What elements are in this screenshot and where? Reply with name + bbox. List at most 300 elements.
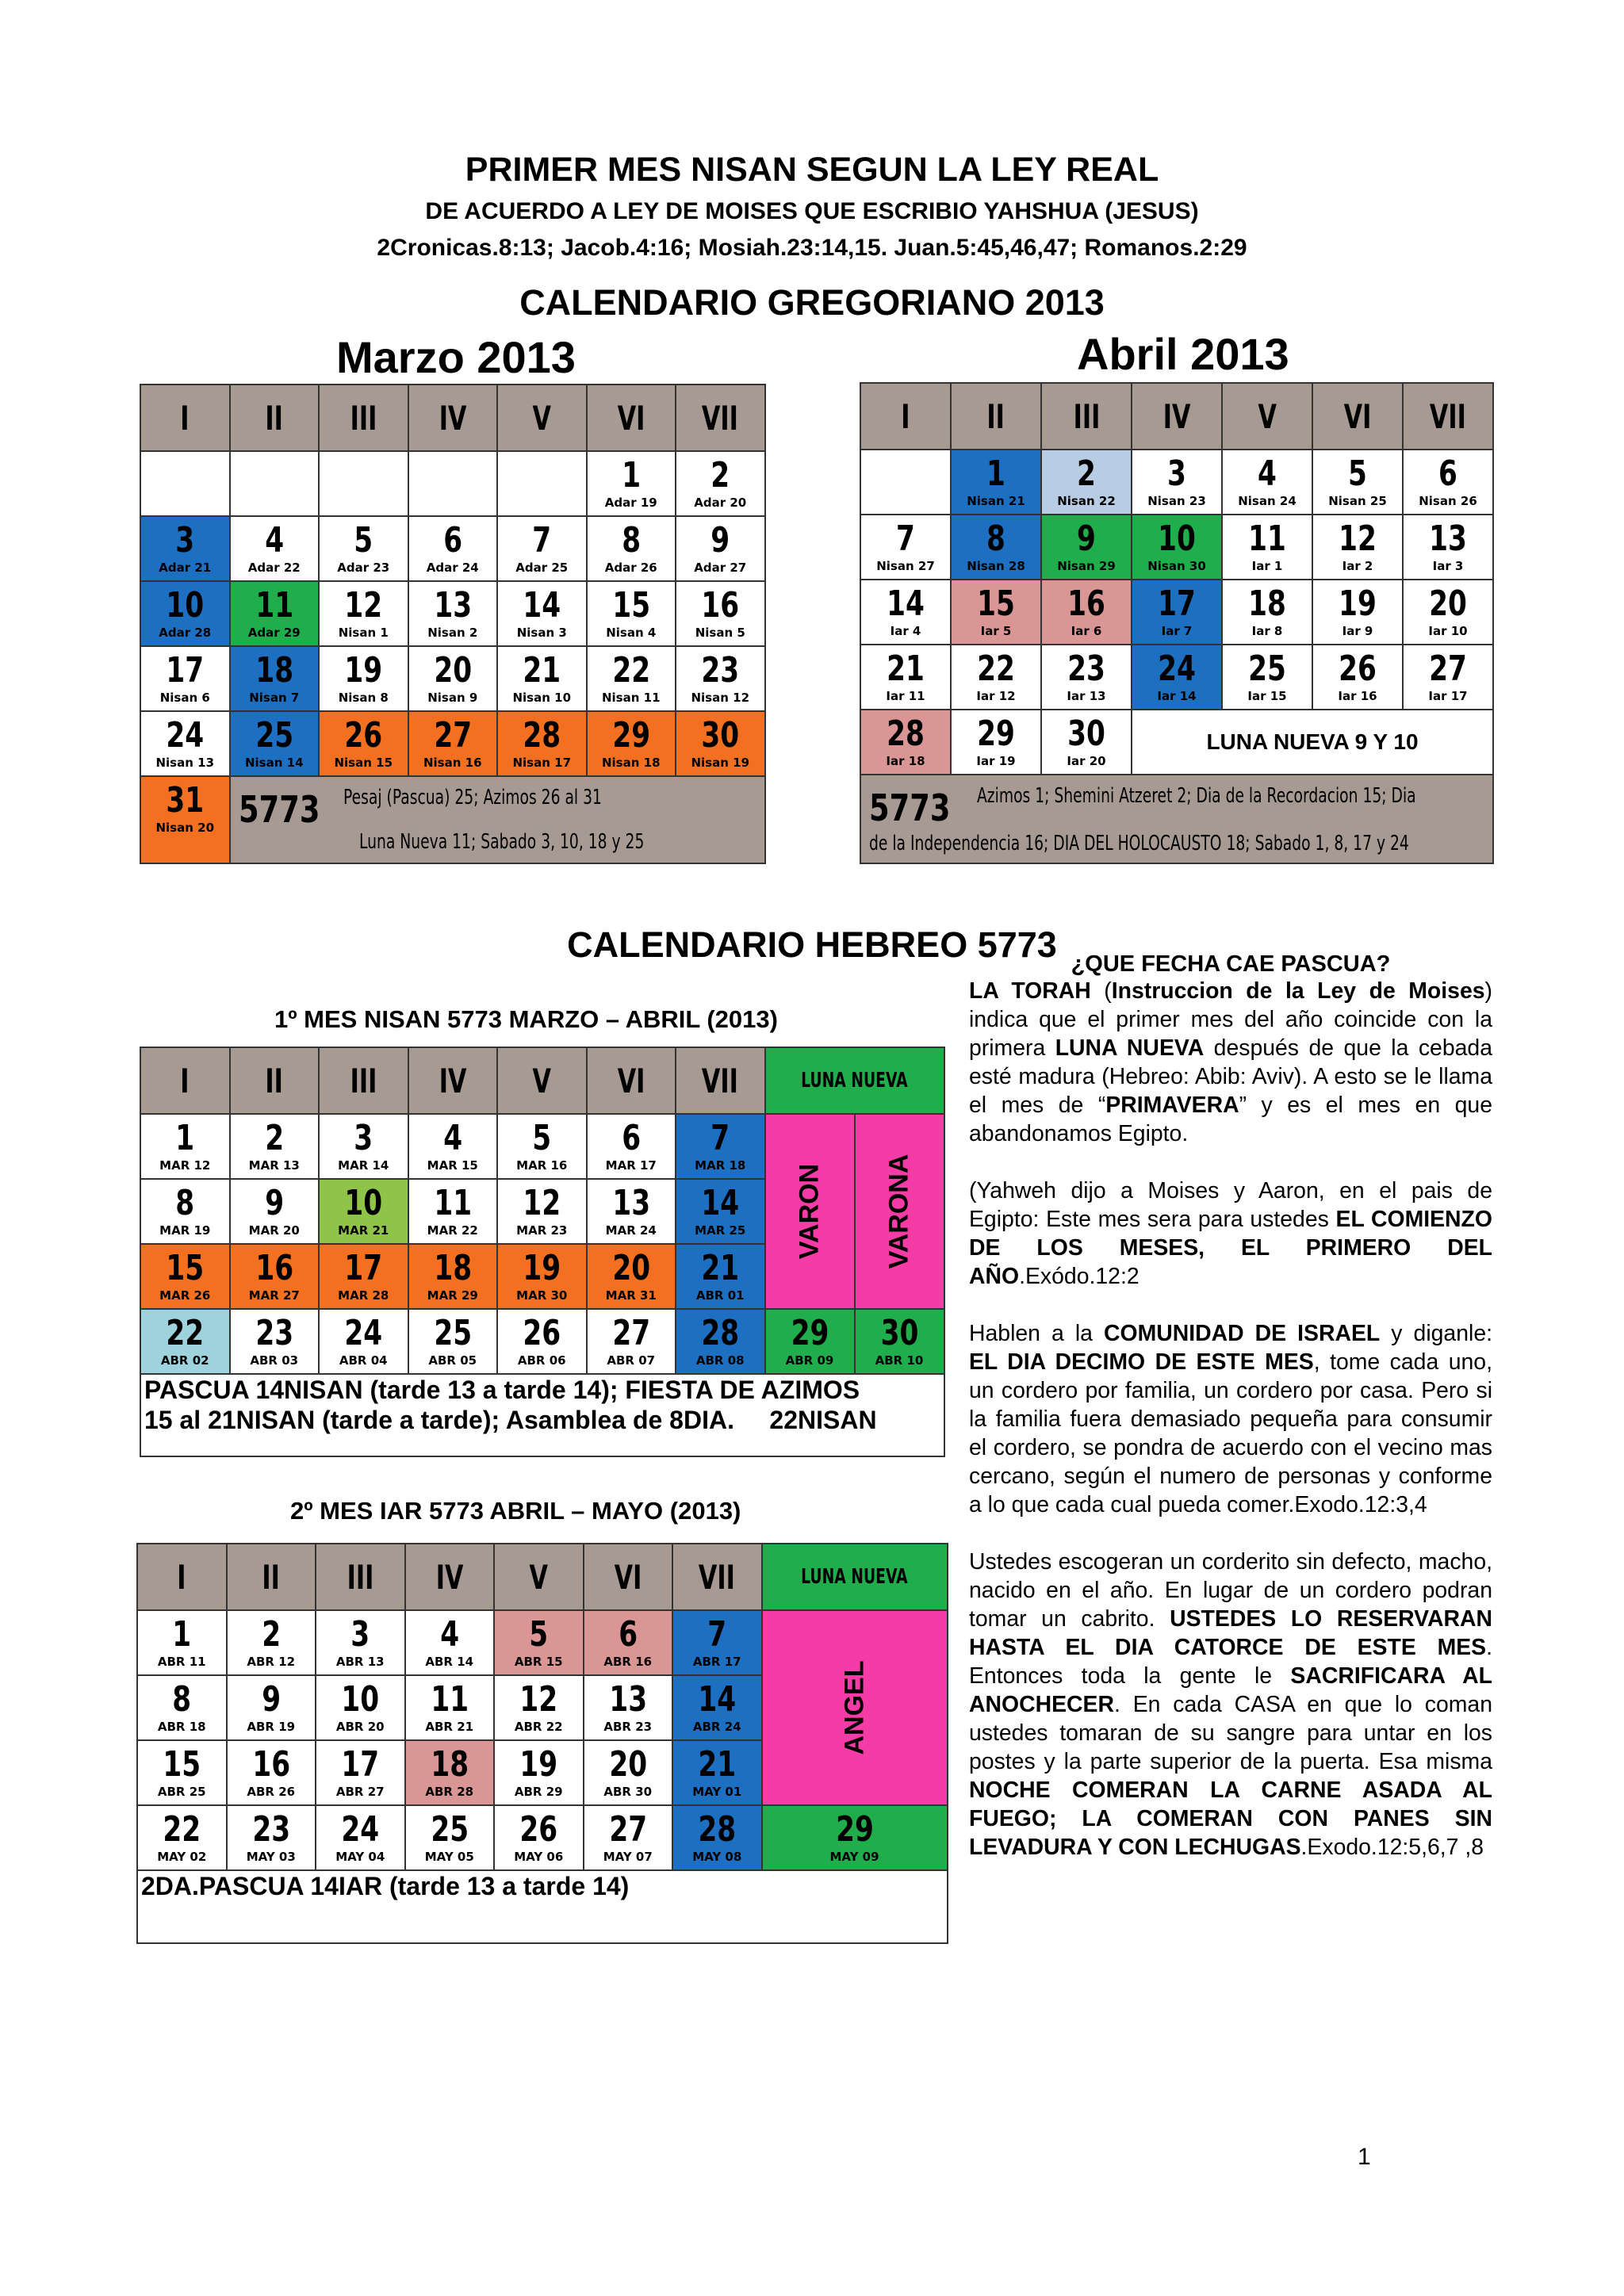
day-number: 9	[261, 1679, 281, 1720]
day-number: 26	[519, 1809, 558, 1850]
day-number: 4	[264, 520, 284, 561]
weekday-header-row	[140, 1047, 944, 1114]
day-cell	[316, 1610, 405, 1675]
week-row	[140, 1309, 944, 1374]
day-number: 6	[442, 520, 462, 561]
text-run: LUNA NUEVA	[1055, 1035, 1205, 1061]
day-number: 15	[611, 585, 650, 626]
day-subdate: Nisan 19	[691, 756, 750, 770]
day-cell	[137, 1675, 227, 1740]
day-number: 21	[523, 650, 561, 691]
march-note-2	[359, 829, 755, 854]
day-subdate: MAR 31	[605, 1288, 657, 1303]
day-number: 5	[354, 520, 373, 561]
weekday-header	[140, 1047, 230, 1114]
day-subdate: Iar 4	[890, 624, 921, 638]
text-run: EL COMIENZO DE LOS MESES, EL PRIMERO DEL AÑO	[969, 1207, 1492, 1289]
day-number: 28	[698, 1809, 737, 1850]
luna-nueva-header	[762, 1544, 948, 1610]
text-run: ” y es el mes en que abandonamos Egipto.	[969, 1093, 1492, 1146]
weekday-header	[319, 1047, 408, 1114]
day-subdate: Nisan 3	[516, 626, 567, 640]
day-subdate: MAY 07	[603, 1850, 653, 1864]
text-run: (	[1104, 978, 1112, 1004]
march-notes	[230, 776, 765, 863]
day-cell	[230, 1309, 320, 1374]
weekday-label: II	[262, 1557, 280, 1597]
varon-label: VARON	[794, 1163, 825, 1260]
day-subdate: Nisan 26	[1419, 494, 1477, 508]
day-number: 2	[1077, 453, 1096, 494]
gregorian-calendar-title: CALENDARIO GREGORIANO 2013	[519, 282, 1105, 323]
day-number: 9	[1077, 519, 1096, 559]
day-number: 5	[532, 1118, 552, 1158]
day-number: 28	[523, 715, 561, 756]
weekday-header	[494, 1544, 584, 1610]
april-note-2-text: de la Independencia 16; DIA DEL HOLOCAUSTO 18; Sabado 1, 8, 17 y 24	[869, 832, 1409, 855]
day-subdate: ABR 06	[517, 1353, 566, 1368]
day-number: 19	[519, 1744, 558, 1785]
weekday-header	[1312, 383, 1403, 450]
day-number: 10	[341, 1679, 380, 1720]
day-number: 15	[977, 584, 1015, 624]
day-number: 5	[1348, 453, 1367, 494]
weekday-label: VII	[702, 1061, 739, 1100]
nisan-note-2: 15 al 21NISAN (tarde a tarde); Asamblea de 8DIA. 22NISAN	[144, 1406, 877, 1434]
weekday-header	[227, 1544, 316, 1610]
day-subdate: MAY 09	[829, 1850, 879, 1864]
day-number: 19	[344, 650, 383, 691]
day-subdate: Nisan 1	[338, 626, 389, 640]
day-cell	[497, 516, 587, 581]
day-number: 14	[887, 584, 925, 624]
weekday-header	[1403, 383, 1493, 450]
april-note-2	[869, 831, 1493, 855]
day-number: 17	[1158, 584, 1196, 624]
day-cell	[140, 1179, 230, 1244]
day-number: 28	[887, 714, 925, 754]
day-number: 25	[430, 1809, 469, 1850]
weekday-label: II	[265, 398, 283, 438]
day-subdate: ABR 01	[695, 1288, 745, 1303]
day-number: 4	[442, 1118, 462, 1158]
weekday-header	[137, 1544, 227, 1610]
day-subdate: Iar 3	[1432, 559, 1464, 573]
day-number: 7	[710, 1118, 730, 1158]
weekday-label: IV	[439, 398, 467, 438]
day-number: 6	[618, 1614, 638, 1655]
day-subdate: Iar 9	[1342, 624, 1373, 638]
day-cell	[676, 581, 765, 646]
day-subdate: Adar 23	[337, 561, 390, 575]
day-number: 28	[701, 1313, 740, 1353]
day-cell	[494, 1740, 584, 1805]
right-paragraph-1	[969, 977, 1492, 1148]
day-number: 23	[701, 650, 740, 691]
april-luna-nueva-text: LUNA NUEVA 9 Y 10	[1206, 729, 1419, 754]
day-subdate: Nisan 16	[423, 756, 482, 770]
day-cell	[140, 711, 230, 776]
day-cell	[140, 1114, 230, 1179]
day-cell	[230, 646, 320, 711]
iar-title: 2º MES IAR 5773 ABRIL – MAYO (2013)	[290, 1497, 741, 1525]
day-subdate: Nisan 9	[427, 691, 478, 705]
day-cell	[951, 450, 1041, 515]
weekday-header-row	[137, 1544, 948, 1610]
day-cell	[676, 451, 765, 516]
day-cell	[405, 1740, 495, 1805]
day-subdate: ABR 26	[247, 1785, 296, 1799]
day-subdate: Nisan 25	[1328, 494, 1387, 508]
right-text-column	[969, 977, 1492, 1862]
day-number: 7	[707, 1614, 727, 1655]
day-number: 24	[344, 1313, 383, 1353]
day-subdate: Nisan 22	[1057, 494, 1116, 508]
day-cell	[319, 516, 408, 581]
iar-note-1: 2DA.PASCUA 14IAR (tarde 13 a tarde 14)	[141, 1872, 630, 1900]
nisan-calendar	[140, 1047, 945, 1457]
day-subdate: Adar 25	[515, 561, 569, 575]
day-subdate: ABR 02	[160, 1353, 209, 1368]
day-cell	[405, 1610, 495, 1675]
day-cell	[497, 1179, 587, 1244]
day-subdate: MAR 23	[516, 1223, 568, 1238]
weekday-label: I	[901, 396, 910, 436]
day-subdate: Nisan 17	[512, 756, 572, 770]
varona-label: VARONA	[883, 1154, 914, 1269]
day-subdate: MAY 01	[692, 1785, 742, 1799]
week-row	[137, 1610, 948, 1675]
text-run: después de que la cebada esté madura (Hebreo: Abib: Aviv). A esto se le llama el mes de “	[969, 1035, 1492, 1118]
day-cell	[408, 1179, 498, 1244]
text-run: .Exodo.12:5,6,7 ,8	[1300, 1835, 1484, 1860]
day-subdate: MAY 06	[514, 1850, 564, 1864]
day-number: 1	[621, 455, 641, 496]
day-cell	[672, 1675, 762, 1740]
day-cell	[1041, 450, 1132, 515]
day-number: 1	[986, 453, 1005, 494]
day-cell	[140, 1244, 230, 1309]
week-row	[860, 645, 1493, 710]
day-subdate: Iar 11	[886, 689, 925, 703]
day-number: 4	[439, 1614, 459, 1655]
day-number: 27	[608, 1809, 647, 1850]
day-cell	[230, 1244, 320, 1309]
luna-nueva-header	[765, 1047, 944, 1114]
day-subdate: ABR 09	[785, 1353, 834, 1368]
week-row	[860, 710, 1493, 775]
day-cell	[497, 1114, 587, 1179]
day-cell	[316, 1805, 405, 1870]
day-cell	[587, 1114, 676, 1179]
day-subdate: Iar 17	[1428, 689, 1468, 703]
day-subdate: ABR 14	[425, 1655, 474, 1669]
weekday-label: VII	[702, 398, 739, 438]
day-cell	[676, 1244, 765, 1309]
day-cell	[494, 1805, 584, 1870]
day-number: 15	[166, 1248, 205, 1288]
day-subdate: MAR 14	[338, 1158, 389, 1173]
day-subdate: Iar 7	[1161, 624, 1193, 638]
day-subdate: Nisan 13	[155, 756, 215, 770]
day-subdate: ABR 12	[247, 1655, 296, 1669]
day-subdate: MAR 30	[516, 1288, 568, 1303]
day-cell	[140, 776, 230, 863]
day-number: 14	[698, 1679, 737, 1720]
varon-cell	[765, 1114, 855, 1309]
weekday-label: III	[350, 398, 377, 438]
weekday-header	[587, 1047, 676, 1114]
day-subdate: MAR 22	[427, 1223, 478, 1238]
right-paragraph-4	[969, 1548, 1492, 1862]
day-cell	[408, 646, 498, 711]
day-number: 24	[341, 1809, 380, 1850]
day-cell	[676, 1179, 765, 1244]
day-subdate: ABR 08	[695, 1353, 745, 1368]
day-subdate: Nisan 15	[334, 756, 393, 770]
day-number: 16	[255, 1248, 293, 1288]
day-subdate: Iar 10	[1428, 624, 1468, 638]
day-cell	[951, 515, 1041, 580]
day-number: 2	[710, 455, 730, 496]
day-subdate: Iar 13	[1067, 689, 1106, 703]
day-number: 13	[1429, 519, 1467, 559]
nisan-notes	[140, 1374, 944, 1456]
day-subdate: Iar 18	[886, 754, 925, 768]
day-subdate: Iar 8	[1251, 624, 1283, 638]
day-cell	[1403, 580, 1493, 645]
weekday-label: I	[180, 398, 190, 438]
day-number: 27	[433, 715, 472, 756]
day-subdate: ABR 05	[428, 1353, 477, 1368]
day-cell	[584, 1675, 673, 1740]
day-cell	[319, 1114, 408, 1179]
day-number: 7	[532, 520, 552, 561]
day-number: 30	[1067, 714, 1105, 754]
day-cell	[1132, 580, 1222, 645]
weekday-header	[408, 385, 498, 451]
day-number: 29	[791, 1313, 829, 1353]
day-number: 29	[611, 715, 650, 756]
day-subdate: Nisan 29	[1057, 559, 1116, 573]
day-cell	[951, 710, 1041, 775]
day-cell	[1312, 515, 1403, 580]
hebrew-year: 5773	[869, 786, 951, 829]
day-number: 10	[344, 1183, 383, 1223]
day-subdate: Adar 26	[604, 561, 657, 575]
right-paragraph-2	[969, 1177, 1492, 1291]
day-subdate: ABR 16	[603, 1655, 653, 1669]
weekday-header	[408, 1047, 498, 1114]
day-subdate: ABR 07	[607, 1353, 656, 1368]
day-number: 23	[251, 1809, 290, 1850]
day-cell	[230, 1114, 320, 1179]
day-subdate: Nisan 14	[244, 756, 304, 770]
weekday-header	[230, 1047, 320, 1114]
day-cell	[137, 1740, 227, 1805]
day-number: 12	[523, 1183, 561, 1223]
day-cell	[584, 1610, 673, 1675]
day-subdate: ABR 19	[247, 1720, 296, 1734]
weekday-label: V	[1258, 396, 1277, 436]
day-number: 3	[350, 1614, 370, 1655]
day-cell	[405, 1675, 495, 1740]
text-run: . En cada CASA en que lo coman ustedes tomaran de su sangre para untar en los postes y la parte superior de la puerta. Esa misma	[969, 1692, 1492, 1774]
week-row	[140, 711, 765, 776]
day-cell	[140, 646, 230, 711]
day-subdate: MAR 19	[159, 1223, 211, 1238]
day-cell	[584, 1805, 673, 1870]
day-cell	[1132, 515, 1222, 580]
day-subdate: Adar 22	[247, 561, 301, 575]
day-number: 12	[519, 1679, 558, 1720]
day-number: 18	[1248, 584, 1286, 624]
day-cell	[587, 581, 676, 646]
week-row	[140, 646, 765, 711]
day-cell	[319, 1179, 408, 1244]
march-note-1-text: Pesaj (Pascua) 25; Azimos 26 al 31	[343, 786, 602, 809]
day-cell	[227, 1805, 316, 1870]
day-subdate: ABR 22	[514, 1720, 563, 1734]
nisan-notes-row	[140, 1374, 944, 1456]
day-number: 4	[1258, 453, 1277, 494]
day-number: 8	[172, 1679, 192, 1720]
day-subdate: MAR 18	[695, 1158, 746, 1173]
day-cell	[230, 516, 320, 581]
weekday-header	[1041, 383, 1132, 450]
text-run: (Yahweh dijo a Moises y Aaron, en el pais de Egipto: Este mes sera para ustedes	[969, 1178, 1492, 1232]
day-subdate: Nisan 2	[427, 626, 478, 640]
day-subdate: ABR 15	[514, 1655, 563, 1669]
text-run: Instruccion de la Ley de Moises	[1111, 978, 1485, 1004]
weekday-label: III	[350, 1061, 377, 1100]
day-subdate: ABR 27	[335, 1785, 385, 1799]
week-row	[140, 1114, 944, 1179]
day-number: 15	[163, 1744, 201, 1785]
day-number: 13	[433, 585, 472, 626]
day-cell	[676, 1114, 765, 1179]
day-number: 27	[611, 1313, 650, 1353]
text-run: SACRIFICARA AL ANOCHECER	[969, 1663, 1493, 1717]
week-row	[860, 450, 1493, 515]
weekday-label: VII	[699, 1557, 736, 1597]
day-cell	[672, 1740, 762, 1805]
weekday-header	[676, 385, 765, 451]
april-calendar	[860, 382, 1494, 864]
text-run: Ustedes escogeran un corderito sin defecto, macho, nacido en el año. En lugar de un cordero podran tomar un cabrito.	[969, 1549, 1492, 1632]
day-number: 19	[1339, 584, 1377, 624]
iar-calendar	[136, 1543, 948, 1944]
luna-nueva-label: LUNA NUEVA	[801, 1069, 908, 1093]
day-number: 8	[175, 1183, 195, 1223]
weekday-label: VI	[617, 398, 645, 438]
day-cell	[587, 646, 676, 711]
day-number: 16	[251, 1744, 290, 1785]
day-number: 25	[433, 1313, 472, 1353]
day-subdate: Adar 29	[247, 626, 301, 640]
text-run: . Entonces toda la gente le	[969, 1635, 1492, 1689]
day-number: 1	[175, 1118, 195, 1158]
day-number: 21	[887, 649, 925, 689]
weekday-label: IV	[435, 1557, 464, 1597]
day-number: 31	[166, 780, 205, 821]
day-subdate: MAR 26	[159, 1288, 211, 1303]
march-title: Marzo 2013	[336, 332, 576, 382]
day-subdate: Iar 1	[1251, 559, 1283, 573]
weekday-header	[672, 1544, 762, 1610]
april-notes-row	[860, 775, 1493, 863]
week-row	[140, 581, 765, 646]
day-cell	[497, 451, 587, 516]
day-cell	[1132, 645, 1222, 710]
day-number: 12	[344, 585, 383, 626]
day-number: 6	[1438, 453, 1457, 494]
weekday-header	[405, 1544, 495, 1610]
march-note-1	[343, 785, 703, 809]
day-number: 8	[986, 519, 1005, 559]
day-subdate: Iar 19	[976, 754, 1016, 768]
day-cell	[316, 1675, 405, 1740]
day-cell	[408, 516, 498, 581]
day-cell	[1312, 645, 1403, 710]
day-number: 23	[255, 1313, 293, 1353]
day-cell	[1222, 645, 1312, 710]
varona-cell	[855, 1114, 944, 1309]
day-subdate: ABR 04	[339, 1353, 388, 1368]
angel-cell	[762, 1610, 948, 1805]
day-number: 21	[698, 1744, 737, 1785]
day-subdate: MAY 03	[246, 1850, 296, 1864]
day-cell	[587, 711, 676, 776]
day-cell	[1041, 645, 1132, 710]
day-subdate: Iar 2	[1342, 559, 1373, 573]
weekday-label: VI	[1343, 396, 1372, 436]
day-cell	[140, 516, 230, 581]
weekday-label: I	[177, 1557, 186, 1597]
day-subdate: Adar 28	[159, 626, 212, 640]
day-cell	[137, 1805, 227, 1870]
day-subdate: ABR 24	[692, 1720, 741, 1734]
day-cell	[860, 580, 951, 645]
day-number: 22	[166, 1313, 205, 1353]
weekday-header	[316, 1544, 405, 1610]
week-row	[140, 776, 765, 863]
day-subdate: Nisan 18	[601, 756, 661, 770]
april-notes	[860, 775, 1493, 863]
day-cell	[140, 581, 230, 646]
day-number: 12	[1339, 519, 1377, 559]
weekday-label: VI	[614, 1557, 642, 1597]
day-number: 19	[523, 1248, 561, 1288]
day-subdate: MAY 04	[335, 1850, 385, 1864]
week-row	[140, 516, 765, 581]
day-subdate: MAR 28	[338, 1288, 389, 1303]
day-cell	[1312, 450, 1403, 515]
day-cell	[860, 450, 951, 515]
day-cell	[227, 1610, 316, 1675]
weekday-header	[860, 383, 951, 450]
day-subdate: Nisan 8	[338, 691, 389, 705]
day-subdate: Iar 15	[1247, 689, 1287, 703]
day-cell	[1222, 450, 1312, 515]
day-number: 18	[255, 650, 293, 691]
day-number: 29	[835, 1809, 874, 1850]
day-number: 14	[701, 1183, 740, 1223]
day-subdate: MAR 24	[605, 1223, 657, 1238]
weekday-header	[497, 385, 587, 451]
day-number: 11	[255, 585, 293, 626]
day-subdate: MAY 08	[692, 1850, 742, 1864]
